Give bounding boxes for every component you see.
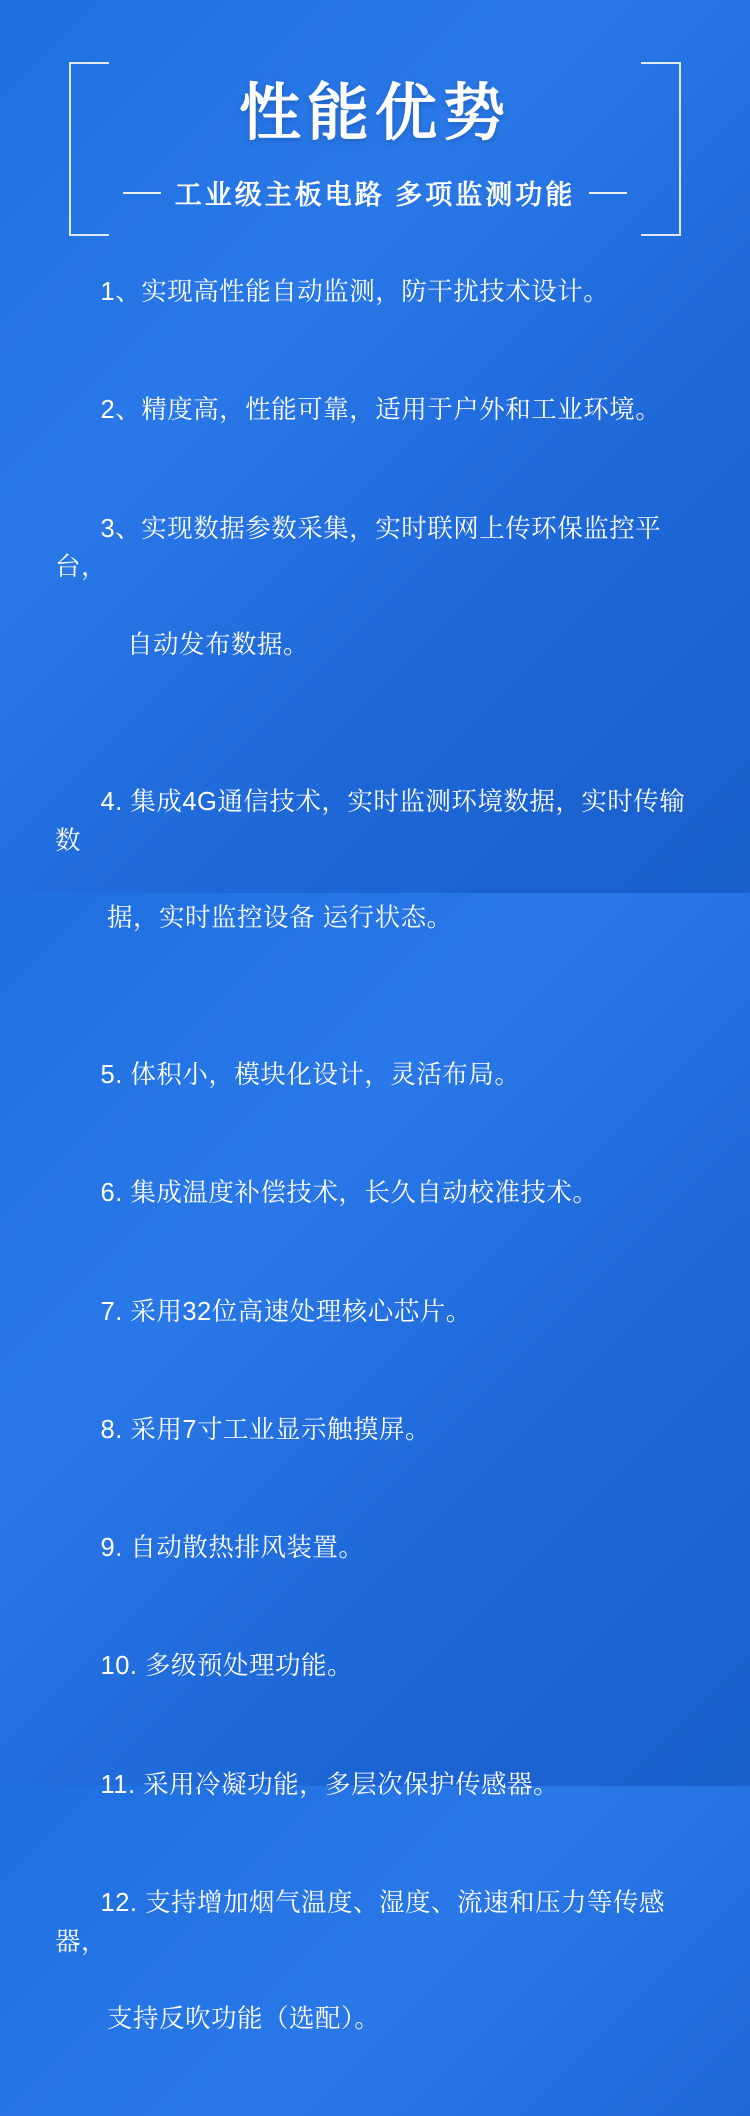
- page-title: 性能优势: [238, 79, 511, 148]
- list-item-text: 7. 采用32位高速处理核心芯片。: [100, 1297, 472, 1326]
- header-block: [75, 0, 675, 212]
- list-item: [55, 1254, 695, 1370]
- list-item-text: 1、实现高性能自动监测，防干扰技术设计。: [100, 278, 610, 307]
- list-item: [55, 1017, 695, 1133]
- list-item-text: 11. 采用冷凝功能，多层次保护传感器。: [100, 1770, 560, 1799]
- list-item: [55, 471, 695, 742]
- list-item-continuation: 支持反吹功能（选配）。: [107, 2005, 381, 2034]
- list-item-continuation: 自动发布数据。: [127, 630, 310, 659]
- list-item: [55, 353, 695, 469]
- list-item-continuation: 据，实时监控设备 运行状态。: [107, 904, 453, 933]
- list-item-text: 5. 体积小，模块化设计，灵活布局。: [100, 1061, 521, 1090]
- list-item-text: 6. 集成温度补偿技术，长久自动校准技术。: [100, 1179, 599, 1208]
- list-item-text: 12. 支持增加烟气温度、湿度、流速和压力等传感器，: [55, 1888, 666, 1956]
- list-item: [55, 234, 695, 350]
- list-item: [55, 1845, 695, 2116]
- page-subtitle: 工业级主板电路 多项监测功能: [174, 180, 576, 211]
- list-item: [55, 1372, 695, 1488]
- list-item-text: 3、实现数据参数采集，实时联网上传环保监控平台，: [55, 514, 662, 582]
- list-item: [55, 1609, 695, 1725]
- list-item: [55, 744, 695, 1015]
- list-item: [55, 1727, 695, 1843]
- list-item-text: 10. 多级预处理功能。: [100, 1652, 354, 1681]
- bracket-right-decoration: [641, 62, 681, 236]
- feature-list: [45, 234, 705, 2116]
- bracket-left-decoration: [69, 62, 109, 236]
- subtitle-row: [75, 173, 675, 212]
- list-item: [55, 1136, 695, 1252]
- list-item-text: 9. 自动散热排风装置。: [100, 1534, 365, 1563]
- subtitle-rule-left: [123, 192, 161, 194]
- list-item-text: 4. 集成4G通信技术，实时监测环境数据，实时传输数: [55, 787, 686, 855]
- list-item-text: 8. 采用7寸工业显示触摸屏。: [100, 1415, 432, 1444]
- list-item: [55, 1490, 695, 1606]
- subtitle-rule-right: [589, 192, 627, 194]
- list-item-text: 2、精度高，性能可靠，适用于户外和工业环境。: [100, 396, 662, 425]
